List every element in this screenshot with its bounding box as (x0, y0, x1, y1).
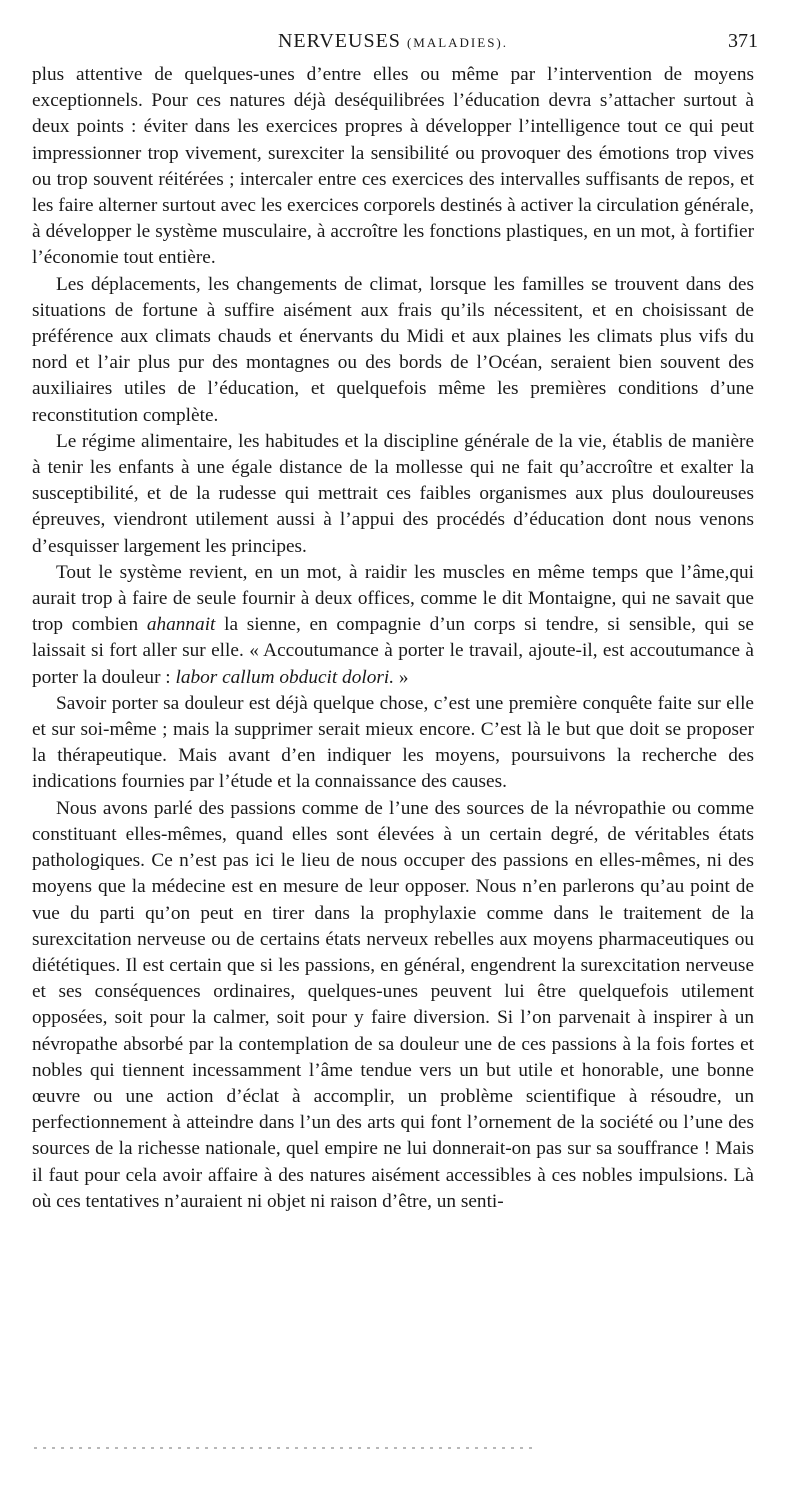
running-title-main: NERVEUSES (277, 30, 401, 52)
paragraph-4-text-before: Tout le système revient, en un mot, à raidir les muscles en même temps que l’âme,qui aurait trop à faire de seule fournir à deux offices, comme le dit Montaigne, qui ne savait que trop combien (32, 561, 754, 636)
page-header (28, 30, 758, 56)
paragraph-4-italic-latin-quote: labor callum obducit dolori. (175, 666, 395, 688)
paragraph-5: Savoir porter sa douleur est déjà quelque chose, c’est une première conquête faite sur elle et sur soi-même ; mais la supprimer serait mieux encore. C’est là le but que doit se proposer la thérapeutique. Mais avant d’en indiquer les moyens, poursuivons la recherche des indications fournies par l’étude et la connaissance des causes. (32, 692, 754, 793)
paragraph-1: plus attentive de quelques-unes d’entre elles ou même par l’intervention de moyens exceptionnels. Pour ces natures déjà deséquilibrées l’éducation devra s’attacher surtout à deux points : éviter dans les exercices propres à développer l’intelligence tout ce qui peut impressionner trop vivement, surexciter la sensibilité ou provoquer des émotions trop vives ou trop souvent réitérées ; intercaler entre ces exercices des intervalles suffisants de repos, et les faire alterner surtout avec les exercices corporels destinés à activer la circulation générale, à développer le système musculaire, à accroître les fonctions plastiques, en un mot, à fortifier l’économie tout entière. (32, 64, 754, 269)
paragraph-2: Les déplacements, les changements de climat, lorsque les familles se trouvent dans des situations de fortune à suffire aisément aux frais qu’ils nécessitent, et en choisissant de préférence aux climats chauds et énervants du Midi et aux plaines les climats plus vifs du nord et l’air plus pur des montagnes ou des bords de l’Océan, seraient bien souvent des auxiliaires utiles de l’éducation, et quelquefois même les premières conditions d’une reconstitution complète. (32, 273, 754, 426)
paragraph-3: Le régime alimentaire, les habitudes et la discipline générale de la vie, établis de manière à tenir les enfants à une égale distance de la mollesse qui ne fait qu’accroître et exalter la susceptibilité, et de la rudesse qui mettrait ces faibles organismes aux plus douloureuses épreuves, viendront utilement aussi à l’appui des procédés d’éducation dont nous venons d’esquisser largement les principes. (32, 430, 754, 557)
paragraph-4-text-middle: la sienne, en compagnie d’un corps si tendre, si sensible, qui se laissait si fort aller sur elle. « Accoutumance à porter le travail, ajoute-il, est accoutumance à porter la douleur : (32, 614, 754, 688)
running-title (28, 30, 758, 53)
paragraph-6: Nous avons parlé des passions comme de l’une des sources de la névropathie ou comme constituant elles-mêmes, quand elles sont élevées à un certain degré, de véritables états pathologiques. Ce n’est pas ici le lieu de nous occuper des passions en elles-mêmes, ni des moyens que la médecine est en mesure de leur opposer. Nous n’en parlerons qu’au point de vue du parti qu’on peut en tirer dans la prophylaxie comme dans le traitement de la surexcitation nerveuse ou de certains états nerveux rebelles aux moyens pharmaceutiques ou diététiques. Il est certain que si les passions, en général, engendrent la surexcitation nerveuse et ses conséquences ordinaires, quelques-unes peuvent lui être quelquefois utilement opposées, soit pour la calmer, soit pour y faire diversion. Si l’on parvenait à inspirer à un névropathe absorbé par la contemplation de sa douleur une de ces passions à la fois fortes et nobles qui tiennent incessamment l’âme tendue vers un but utile et honorable, une bonne œuvre ou une action d’éclat à accomplir, un problème scientifique à résoudre, un perfectionnement à atteindre dans l’un des arts qui font l’ornement de la société ou l’une des sources de la richesse nationale, quel empire ne lui donnerait-on pas sur sa souffrance ! Mais il faut pour cela avoir affaire à des natures aisément accessibles à ces nobles impulsions. Là où ces tentatives n’auraient ni objet ni raison d’être, un senti- (32, 797, 754, 1212)
paragraph-4 (32, 560, 754, 691)
running-title-sub: (MALADIES). (406, 35, 509, 50)
paragraph-4-italic-ahannait: ahannait (146, 614, 216, 636)
paragraph-4-text-after: » (394, 666, 409, 688)
body-text (32, 62, 754, 1215)
footer-dotted-rule (34, 1447, 534, 1449)
page-number: 371 (728, 30, 758, 52)
